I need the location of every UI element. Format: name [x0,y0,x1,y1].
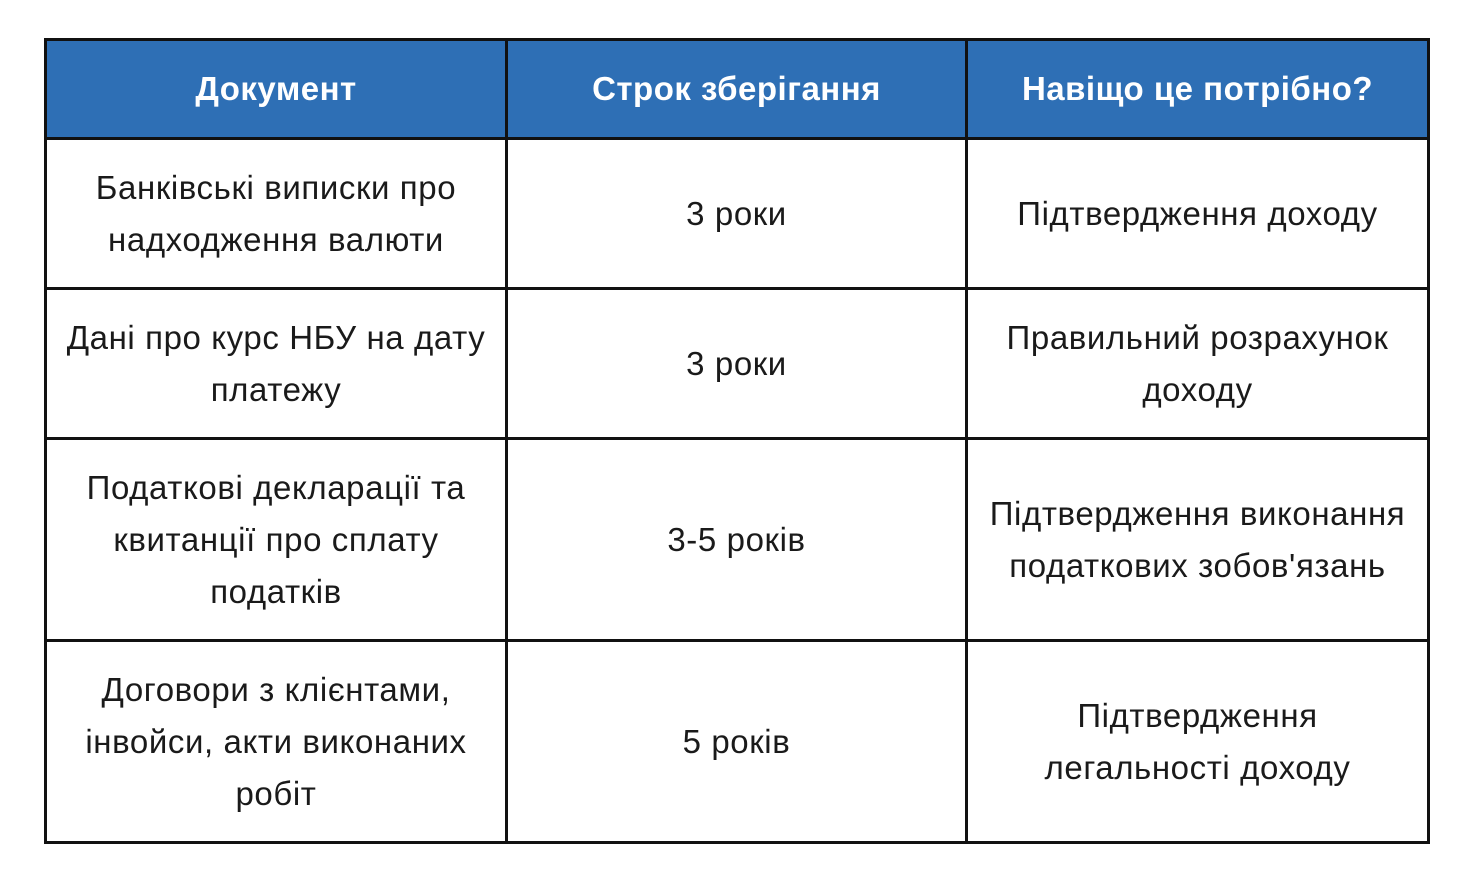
table-header-row [46,40,1429,139]
column-header-term: Строк зберігання [507,40,967,139]
document-storage-table [44,38,1430,844]
cell-purpose: Правильний розрахунок доходу [967,289,1429,439]
document-storage-table-container [44,38,1427,844]
cell-term: 5 років [507,641,967,843]
cell-document: Банківські виписки про надходження валюти [46,139,507,289]
table-row [46,289,1429,439]
column-header-document: Документ [46,40,507,139]
table-row [46,439,1429,641]
cell-term: 3-5 років [507,439,967,641]
cell-document: Дані про курс НБУ на дату платежу [46,289,507,439]
cell-term: 3 роки [507,289,967,439]
cell-purpose: Підтвердження виконання податкових зобов'язань [967,439,1429,641]
column-header-purpose: Навіщо це потрібно? [967,40,1429,139]
cell-document: Договори з клієнтами, інвойси, акти виконаних робіт [46,641,507,843]
table-row [46,139,1429,289]
cell-purpose: Підтвердження легальності доходу [967,641,1429,843]
cell-purpose: Підтвердження доходу [967,139,1429,289]
table-row [46,641,1429,843]
cell-term: 3 роки [507,139,967,289]
cell-document: Податкові декларації та квитанції про сплату податків [46,439,507,641]
